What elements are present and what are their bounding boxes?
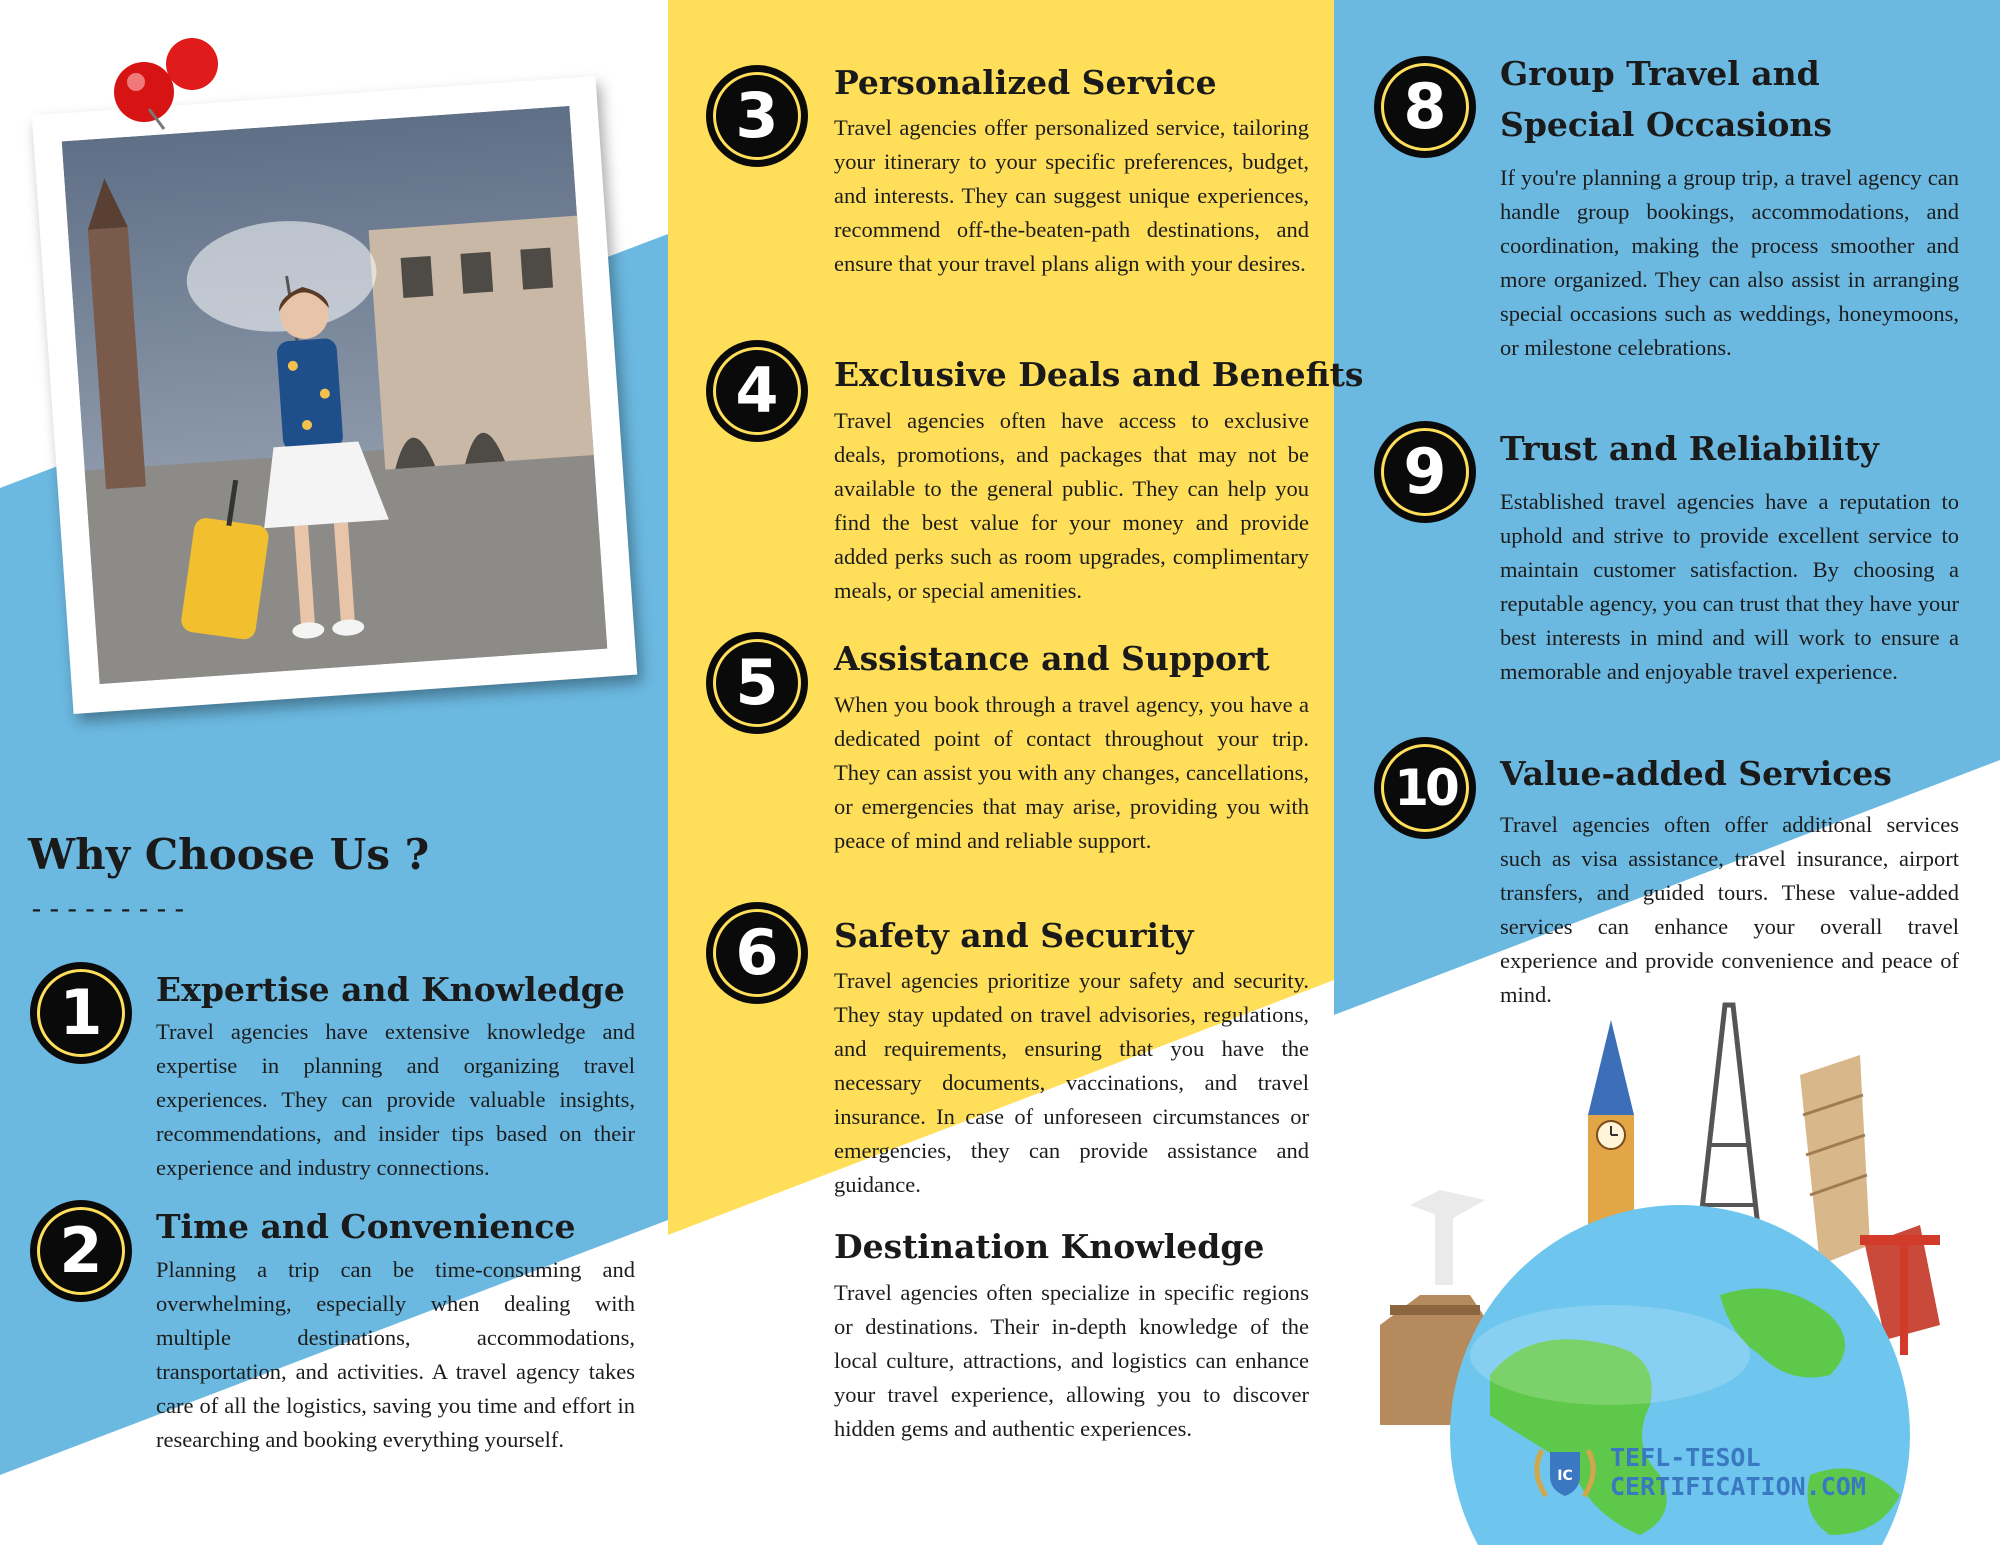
heading-time-convenience: Time and Convenience: [156, 1207, 576, 1246]
brand-line-2: CERTIFICATION.COM: [1610, 1472, 1866, 1501]
badge-8: 8: [1374, 56, 1476, 158]
heading-destination-knowledge: Destination Knowledge: [834, 1227, 1265, 1266]
text-assistance-support: When you book through a travel agency, you have a dedicated point of contact throughout your trip. They can assist you with any changes, cancellations, or emergencies that may arise, providing you with peace of mind and reliable support.: [834, 692, 1309, 853]
text-safety-security: Travel agencies prioritize your safety and security. They stay updated on travel advisories, regulations, and requirements, ensuring that you have the necessary documents, vaccinations, and travel insurance. In case of unforeseen circumstances or emergencies, they can provide assistance and guidance.: [834, 968, 1309, 1197]
title-underline-dashes: ---------: [28, 892, 189, 925]
heading-group-travel: Group Travel and: [1500, 54, 1820, 93]
traveler-photo: [32, 76, 637, 714]
heading-trust-reliability: Trust and Reliability: [1500, 429, 1879, 468]
badge-5: 5: [706, 632, 808, 734]
heading-assistance-support: Assistance and Support: [834, 639, 1270, 678]
brand-line-1: TEFL-TESOL: [1610, 1443, 1761, 1472]
text-destination-knowledge: Travel agencies often specialize in specific regions or destinations. Their in-depth knowledge of the local culture, attractions, and logistics can enhance your travel experience, allowing you to discover hidden gems and authentic experiences.: [834, 1280, 1309, 1441]
text-exclusive-deals: Travel agencies often have access to exclusive deals, promotions, and packages that may not be available to the general public. They can help you find the best value for your money and provide added perks such as room upgrades, complimentary meals, or special amenities.: [834, 408, 1309, 603]
heading-special-occasions: Special Occasions: [1500, 105, 1832, 144]
badge-1: 1: [30, 962, 132, 1064]
push-pin-icon: [104, 34, 224, 134]
brand-logo[interactable]: [1530, 1440, 1866, 1504]
badge-6: 6: [706, 902, 808, 1004]
badge-10: 10: [1374, 737, 1476, 839]
laurel-emblem-icon: [1530, 1440, 1600, 1504]
text-value-added: Travel agencies often offer additional services such as visa assistance, travel insurance, airport transfers, and guided tours. These value-added services can enhance your overall travel experience and provide convenience and peace of mind.: [1500, 812, 1959, 1007]
why-choose-us-title: Why Choose Us ?: [28, 830, 430, 879]
text-trust-reliability: Established travel agencies have a reputation to uphold and strive to provide excellent service to maintain customer satisfaction. By choosing a reputable agency, you can trust that they have your best interests in mind and will work to ensure a memorable and enjoyable travel experience.: [1500, 489, 1959, 684]
badge-2: 2: [30, 1200, 132, 1302]
text-time-convenience: Planning a trip can be time-consuming and overwhelming, especially when dealing with multiple destinations, accommodations, transportation, and activities. A travel agency takes care of all the logistics, saving you time and effort in researching and booking everything yourself.: [156, 1257, 635, 1452]
heading-exclusive-deals: Exclusive Deals and Benefits: [834, 355, 1364, 394]
heading-value-added: Value-added Services: [1500, 754, 1892, 793]
text-personalized-service: Travel agencies offer personalized service, tailoring your itinerary to your specific preferences, budget, and interests. They can suggest unique experiences, recommend off-the-beaten-path destinations, and ensure that your travel plans align with your desires.: [834, 115, 1309, 276]
badge-3: 3: [706, 65, 808, 167]
text-group-travel: If you're planning a group trip, a travel agency can handle group bookings, accommodations, and coordination, making the process smoother and more organized. They can also assist in arranging special occasions such as weddings, honeymoons, or milestone celebrations.: [1500, 165, 1959, 360]
heading-personalized-service: Personalized Service: [834, 63, 1217, 102]
heading-expertise: Expertise and Knowledge: [156, 970, 625, 1009]
badge-9: 9: [1374, 421, 1476, 523]
badge-4: 4: [706, 340, 808, 442]
svg-text:IC: IC: [1557, 1468, 1573, 1484]
text-expertise: Travel agencies have extensive knowledge and expertise in planning and organizing travel experiences. They can provide valuable insights, recommendations, and insider tips based on their experience and industry connections.: [156, 1019, 635, 1180]
heading-safety-security: Safety and Security: [834, 916, 1194, 955]
